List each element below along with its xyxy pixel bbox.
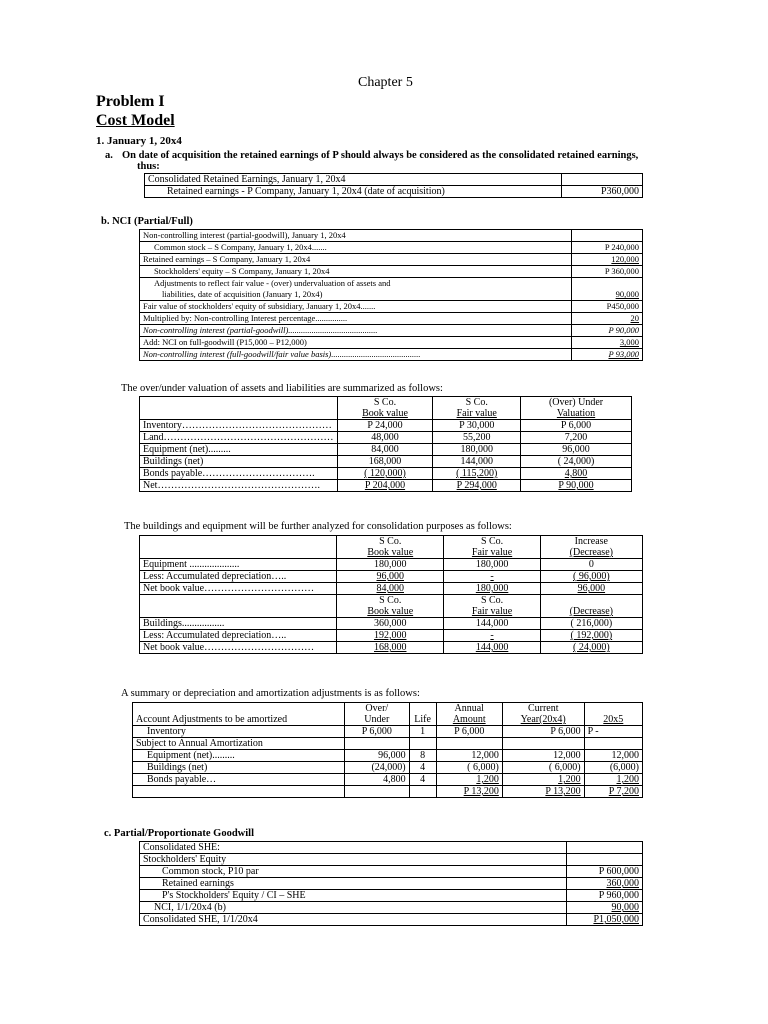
table-cell: (Decrease): [540, 606, 642, 618]
table-row: [140, 468, 632, 480]
table-cell: P 7,200: [584, 786, 642, 798]
table-row: [133, 714, 643, 726]
table-cell: Fair value: [444, 606, 540, 618]
table-cell: [140, 397, 338, 409]
table-cell: Stockholders' Equity: [140, 854, 567, 866]
table-row: [140, 301, 643, 313]
analysis-intro: The buildings and equipment will be further analyzed for consolidation purposes as follows:: [124, 521, 512, 532]
table-cell: Equipment (net).........: [133, 750, 345, 762]
section-c-title: c. Partial/Proportionate Goodwill: [104, 828, 254, 839]
table-cell: P 6,000: [502, 726, 584, 738]
table-cell: 4: [409, 762, 436, 774]
table-cell: P 90,000: [521, 480, 632, 492]
table-cell: [140, 408, 338, 420]
table-cell: 1: [409, 726, 436, 738]
table-cell: P 13,200: [436, 786, 502, 798]
section-a-text-2: thus:: [137, 161, 160, 172]
table-cell: Book value: [337, 408, 433, 420]
table-cell: Non-controlling interest (partial-goodwill), January 1, 20x4: [140, 230, 572, 242]
table-cell: 1,200: [502, 774, 584, 786]
table-cell: [584, 738, 642, 750]
table-row: [140, 278, 643, 290]
table-cell: Retained earnings - P Company, January 1, 20x4 (date of acquisition): [145, 186, 562, 198]
table-row: [140, 618, 643, 630]
table-row: [140, 230, 643, 242]
table-cell: [140, 547, 337, 559]
table-cell: 84,000: [337, 583, 444, 595]
table-cell: Less: Accumulated depreciation…..: [140, 630, 337, 642]
table-cell: Less: Accumulated depreciation…..: [140, 571, 337, 583]
table-cell: ( 115,200): [433, 468, 521, 480]
summary-intro: A summary or depreciation and amortization adjustments is as follows:: [121, 688, 420, 699]
table-cell: P 960,000: [567, 890, 643, 902]
table-cell: 7,200: [521, 432, 632, 444]
table-row: [133, 726, 643, 738]
table-row: [140, 289, 643, 301]
table-cell: 12,000: [502, 750, 584, 762]
table-cell: ( 6,000): [436, 762, 502, 774]
table-row: [140, 397, 632, 409]
table-cell: Bonds payable…: [133, 774, 345, 786]
table-cell: Consolidated SHE:: [140, 842, 567, 854]
problem-title: Problem I: [96, 93, 165, 110]
table-cell: Equipment (net).........: [140, 444, 338, 456]
table-cell: P -: [584, 726, 642, 738]
table-cell: Net book value……………………………: [140, 583, 337, 595]
table-row: [140, 854, 643, 866]
table-row: [140, 902, 643, 914]
table-cell: Inventory: [133, 726, 345, 738]
table-cell: 180,000: [444, 583, 540, 595]
table-cell: -: [444, 630, 540, 642]
model-title: Cost Model: [96, 112, 175, 129]
table-cell: 96,000: [345, 750, 410, 762]
table-cell: [409, 738, 436, 750]
table-row: [140, 606, 643, 618]
table-cell: Amount: [436, 714, 502, 726]
table-cell: P 600,000: [567, 866, 643, 878]
table-cell: Increase: [540, 536, 642, 548]
table-row: [140, 866, 643, 878]
table-cell: 90,000: [567, 902, 643, 914]
table-cell: Stockholders' equity – S Company, January 1, 20x4: [140, 266, 572, 278]
table-cell: Current: [502, 703, 584, 715]
table-cell: Subject to Annual Amortization: [133, 738, 345, 750]
table-row: [140, 559, 643, 571]
table-cell: [345, 738, 410, 750]
table-row: [140, 571, 643, 583]
table-cell: Add: NCI on full-goodwill (P15,000 – P12,000): [140, 337, 572, 349]
overunder-intro: The over/under valuation of assets and liabilities are summarized as follows:: [121, 383, 443, 394]
table-cell: Annual: [436, 703, 502, 715]
table-cell: 180,000: [337, 559, 444, 571]
table-cell: P 30,000: [433, 420, 521, 432]
table-cell: [140, 536, 337, 548]
table-row: [145, 174, 643, 186]
table-cell: Consolidated Retained Earnings, January 1, 20x4: [145, 174, 562, 186]
table-cell: 144,000: [444, 642, 540, 654]
table-row: [140, 313, 643, 325]
table-cell: 0: [540, 559, 642, 571]
table-cell: Retained earnings: [140, 878, 567, 890]
table-row: [140, 266, 643, 278]
table-cell: 20x5: [584, 714, 642, 726]
table-cell: (Over) Under: [521, 397, 632, 409]
table-cell: Valuation: [521, 408, 632, 420]
table-cell: Year(20x4): [502, 714, 584, 726]
table-cell: [572, 278, 643, 290]
table-cell: 8: [409, 750, 436, 762]
table-cell: S Co.: [337, 536, 444, 548]
table-cell: 12,000: [584, 750, 642, 762]
table-cell: P 24,000: [337, 420, 433, 432]
table-row: [140, 547, 643, 559]
table-cell: 360,000: [337, 618, 444, 630]
table-cell: 180,000: [433, 444, 521, 456]
table-cell: 20: [572, 313, 643, 325]
table-cell: Net book value……………………………: [140, 642, 337, 654]
table-cell: S Co.: [337, 595, 444, 607]
table-cell: Adjustments to reflect fair value - (over) undervaluation of assets and: [140, 278, 572, 290]
table-cell: P 6,000: [345, 726, 410, 738]
table-cell: Common stock, P10 par: [140, 866, 567, 878]
table-row: [133, 703, 643, 715]
table-cell: P's Stockholders' Equity / CI – SHE: [140, 890, 567, 902]
table-cell: 192,000: [337, 630, 444, 642]
table-row: [133, 762, 643, 774]
table-cell: P 90,000: [572, 325, 643, 337]
table-cell: 1,200: [584, 774, 642, 786]
table-cell: Book value: [337, 606, 444, 618]
table-cell: [409, 703, 436, 715]
table-cell: P 93,000: [572, 349, 643, 361]
table-cell: ( 24,000): [521, 456, 632, 468]
table-row: [140, 456, 632, 468]
table-row: [140, 432, 632, 444]
table-cell: Net………………………………………….: [140, 480, 338, 492]
table-cell: Land……………………………………………: [140, 432, 338, 444]
table-row: [140, 254, 643, 266]
chapter-title: Chapter 5: [358, 75, 413, 90]
table-cell: 168,000: [337, 456, 433, 468]
table-cell: P1,050,000: [567, 914, 643, 926]
table-cell: ( 192,000): [540, 630, 642, 642]
table-cell: 4: [409, 774, 436, 786]
section-b-title: b. NCI (Partial/Full): [101, 216, 193, 227]
table-cell: 120,000: [572, 254, 643, 266]
table-cell: [409, 786, 436, 798]
date-heading: 1. January 1, 20x4: [96, 135, 182, 147]
table-row: [140, 480, 632, 492]
table-cell: [345, 786, 410, 798]
table-row: [133, 750, 643, 762]
table-cell: ( 120,000): [337, 468, 433, 480]
table-row: [140, 642, 643, 654]
table-cell: [584, 703, 642, 715]
table-cell: (Decrease): [540, 547, 642, 559]
table-row: [140, 337, 643, 349]
table-cell: 1,200: [436, 774, 502, 786]
table-row: [140, 914, 643, 926]
table-cell: 3,000: [572, 337, 643, 349]
table-row: [140, 630, 643, 642]
table-cell: liabilities, date of acquisition (January 1, 20x4): [140, 289, 572, 301]
table-row: [140, 890, 643, 902]
consolidated-she-table: [139, 841, 643, 926]
table-row: [133, 738, 643, 750]
table-cell: P 360,000: [572, 266, 643, 278]
table-cell: 90,000: [572, 289, 643, 301]
table-cell: ( 96,000): [540, 571, 642, 583]
table-cell: Over/: [345, 703, 410, 715]
table-cell: Consolidated SHE, 1/1/20x4: [140, 914, 567, 926]
table-cell: [436, 738, 502, 750]
table-cell: 96,000: [521, 444, 632, 456]
table-row: [140, 408, 632, 420]
table-cell: [140, 595, 337, 607]
table-cell: 48,000: [337, 432, 433, 444]
table-row: [140, 420, 632, 432]
table-row: [145, 186, 643, 198]
table-cell: (24,000): [345, 762, 410, 774]
table-cell: Bonds payable…………………………….: [140, 468, 338, 480]
table-cell: P450,000: [572, 301, 643, 313]
summary-table: [132, 702, 643, 798]
table-cell: P360,000: [562, 186, 643, 198]
table-cell: Under: [345, 714, 410, 726]
table-cell: [502, 738, 584, 750]
section-a-label: a.: [105, 150, 113, 161]
table-cell: 168,000: [337, 642, 444, 654]
table-row: [140, 444, 632, 456]
table-cell: S Co.: [444, 595, 540, 607]
table-cell: -: [444, 571, 540, 583]
table-cell: S Co.: [433, 397, 521, 409]
table-cell: P 240,000: [572, 242, 643, 254]
table-cell: ( 24,000): [540, 642, 642, 654]
table-cell: P 6,000: [521, 420, 632, 432]
table-cell: [567, 842, 643, 854]
table-cell: ( 216,000): [540, 618, 642, 630]
table-row: [133, 774, 643, 786]
table-cell: S Co.: [444, 536, 540, 548]
table-cell: [572, 230, 643, 242]
table-cell: P 294,000: [433, 480, 521, 492]
table-cell: Non-controlling interest (partial-goodwill)..........................................: [140, 325, 572, 337]
table-cell: Buildings (net): [140, 456, 338, 468]
table-cell: P 13,200: [502, 786, 584, 798]
table-cell: Life: [409, 714, 436, 726]
table-cell: 144,000: [433, 456, 521, 468]
table-cell: S Co.: [337, 397, 433, 409]
table-row: [140, 595, 643, 607]
table-row: [140, 325, 643, 337]
table-cell: 360,000: [567, 878, 643, 890]
table-cell: Common stock – S Company, January 1, 20x4.......: [140, 242, 572, 254]
table-row: [140, 842, 643, 854]
table-cell: Fair value: [444, 547, 540, 559]
table-cell: ( 6,000): [502, 762, 584, 774]
table-cell: P 204,000: [337, 480, 433, 492]
table-cell: Non-controlling interest (full-goodwill/fair value basis)..........................................: [140, 349, 572, 361]
table-cell: Fair value of stockholders' equity of subsidiary, January 1, 20x4.......: [140, 301, 572, 313]
nci-table: [139, 229, 643, 361]
table-cell: 4,800: [345, 774, 410, 786]
table-cell: 4,800: [521, 468, 632, 480]
table-cell: [567, 854, 643, 866]
table-cell: Equipment ....................: [140, 559, 337, 571]
table-cell: 84,000: [337, 444, 433, 456]
table-cell: [562, 174, 643, 186]
table-cell: Multiplied by: Non-controlling Interest percentage...............: [140, 313, 572, 325]
table-cell: 144,000: [444, 618, 540, 630]
table-cell: [140, 606, 337, 618]
table-cell: Account Adjustments to be amortized: [133, 714, 345, 726]
table-cell: 12,000: [436, 750, 502, 762]
table-cell: 96,000: [337, 571, 444, 583]
section-a-text: On date of acquisition the retained earnings of P should always be considered as the consolidated retained earnings,: [122, 150, 639, 161]
table-cell: P 6,000: [436, 726, 502, 738]
table-cell: [540, 595, 642, 607]
table-cell: NCI, 1/1/20x4 (b): [140, 902, 567, 914]
table-cell: Book value: [337, 547, 444, 559]
table-cell: 55,200: [433, 432, 521, 444]
table-row: [140, 878, 643, 890]
table-row: [140, 349, 643, 361]
section-a-table: [144, 173, 643, 198]
table-cell: (6,000): [584, 762, 642, 774]
table-cell: [133, 786, 345, 798]
overunder-table: [139, 396, 632, 492]
table-row: [133, 786, 643, 798]
table-cell: [133, 703, 345, 715]
table-cell: 180,000: [444, 559, 540, 571]
table-row: [140, 242, 643, 254]
table-cell: Inventory………………………………………: [140, 420, 338, 432]
table-cell: Fair value: [433, 408, 521, 420]
table-cell: Buildings (net): [133, 762, 345, 774]
table-cell: Buildings.................: [140, 618, 337, 630]
analysis-table: [139, 535, 643, 654]
table-cell: Retained earnings – S Company, January 1, 20x4: [140, 254, 572, 266]
table-row: [140, 583, 643, 595]
table-cell: 96,000: [540, 583, 642, 595]
table-row: [140, 536, 643, 548]
